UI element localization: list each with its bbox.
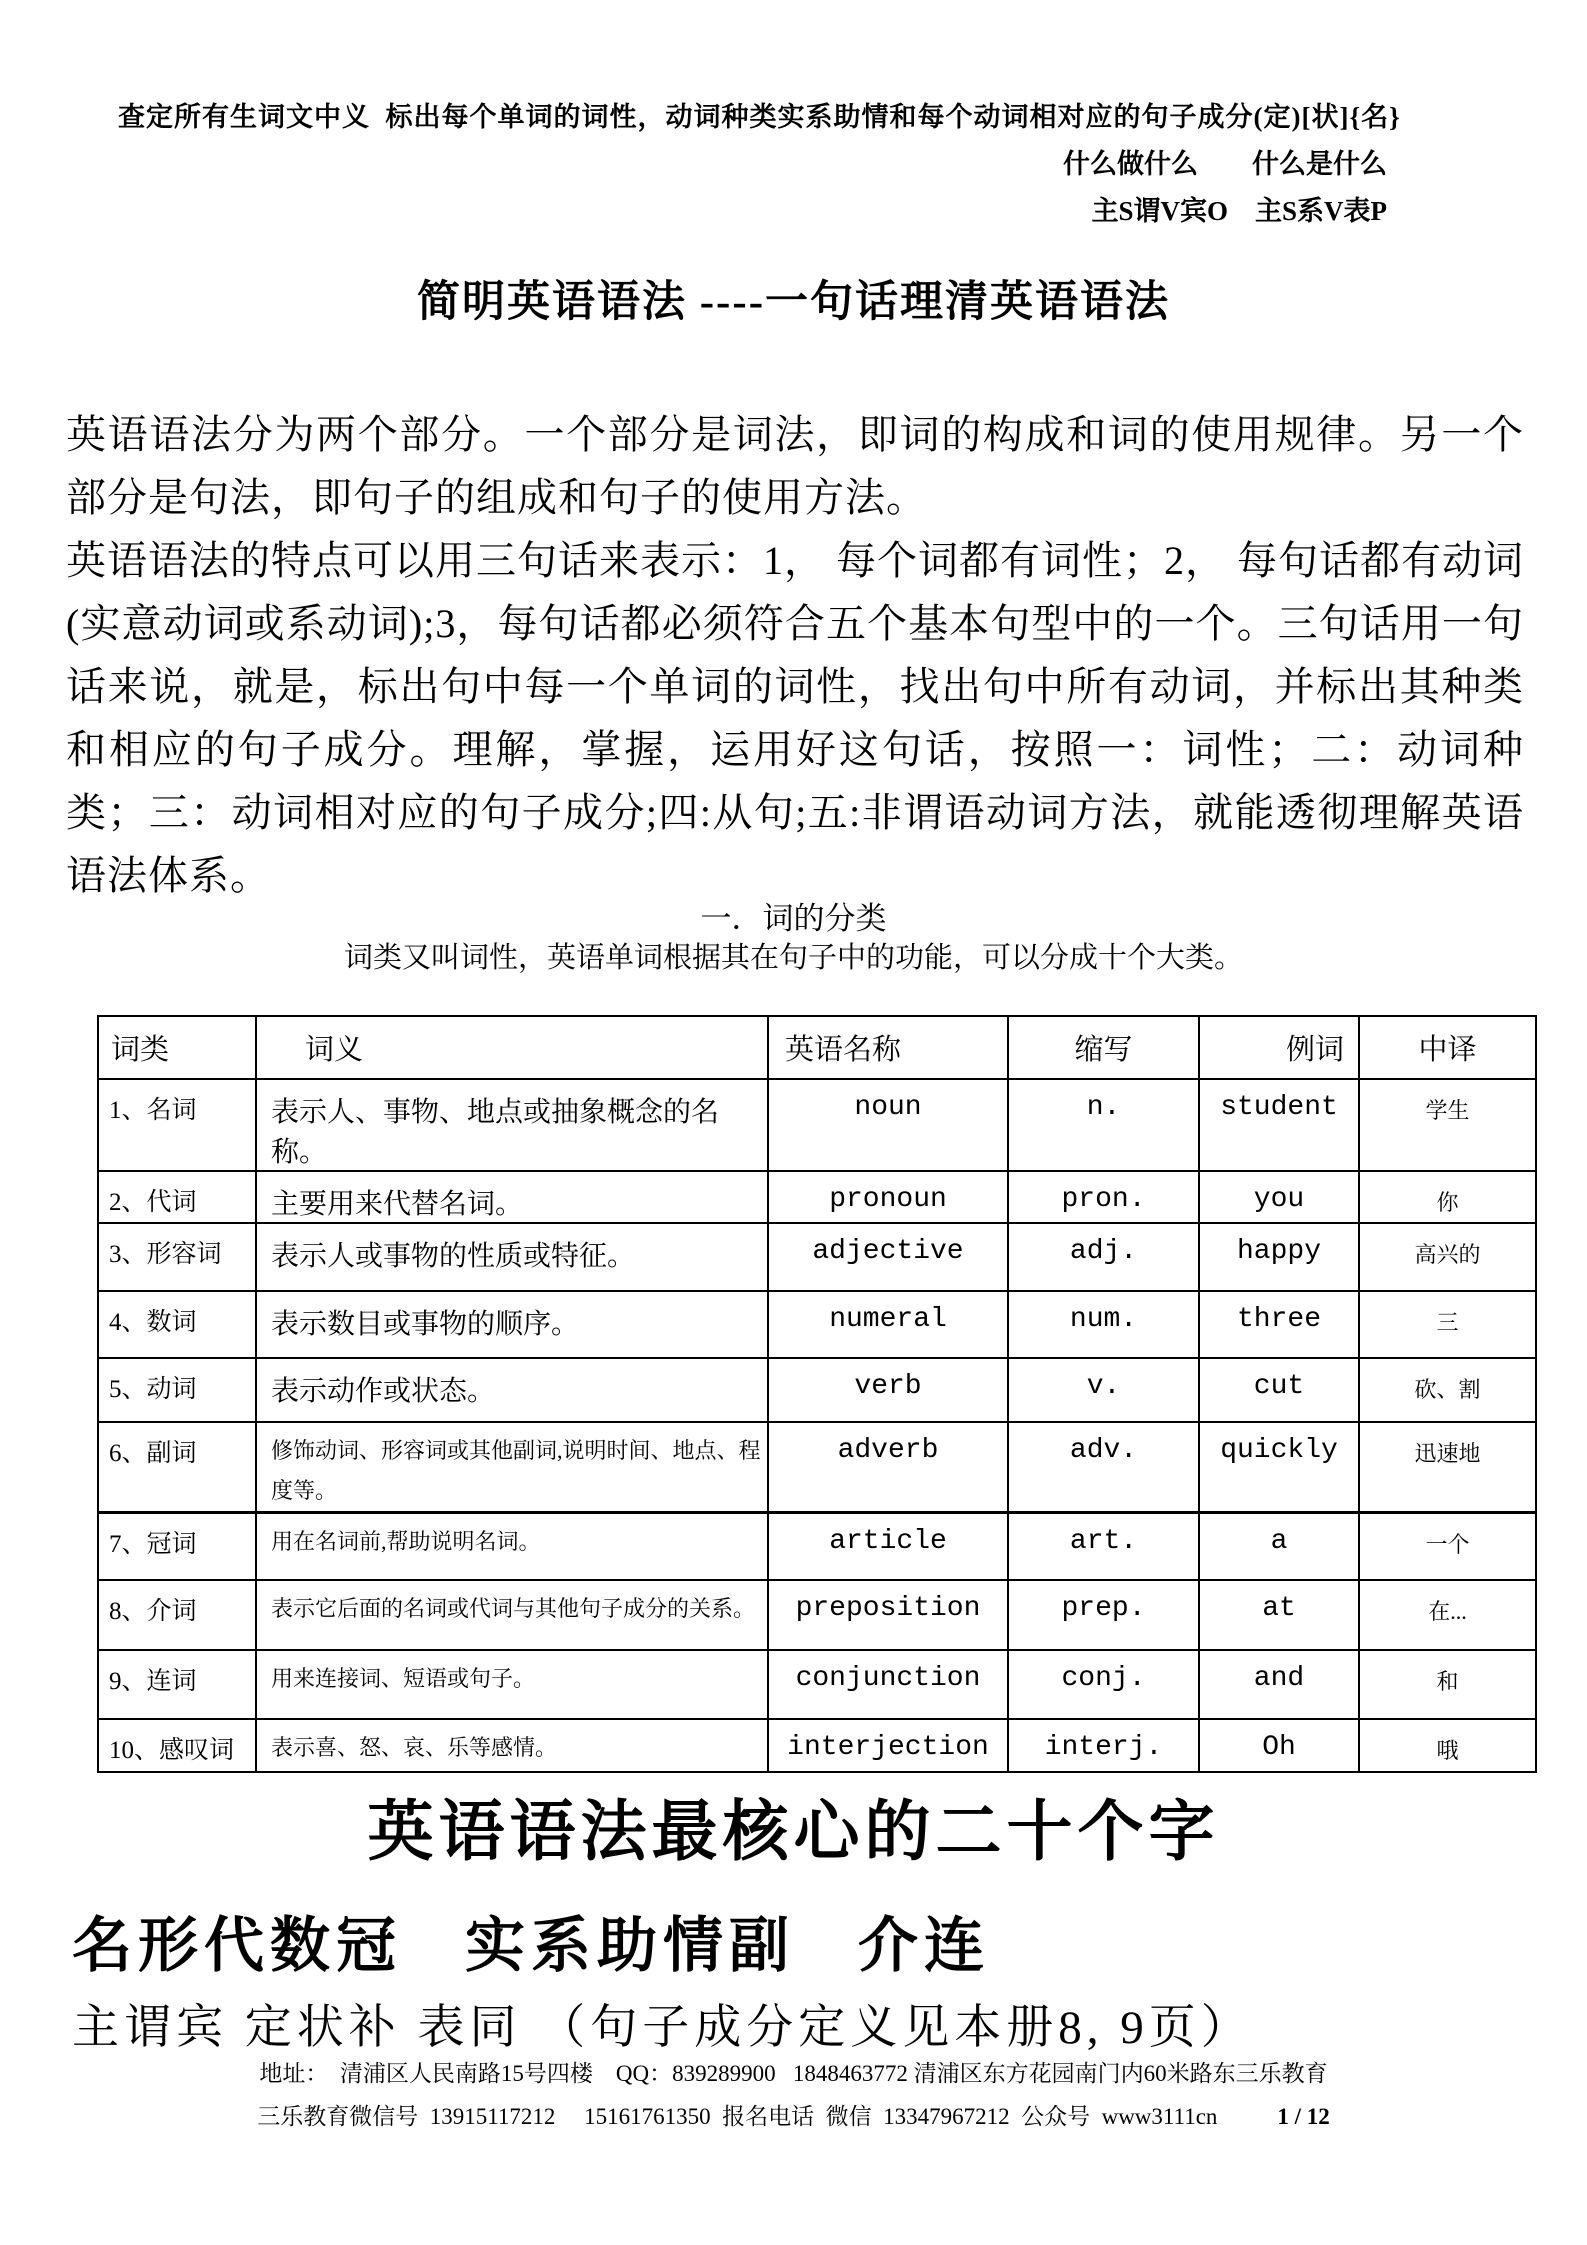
table-cell: noun xyxy=(768,1079,1008,1171)
table-cell: prep. xyxy=(1008,1580,1199,1650)
table-header-cell: 例词 xyxy=(1199,1016,1359,1079)
table-row xyxy=(98,1580,1536,1650)
table-cell: 5、动词 xyxy=(98,1358,256,1422)
footer-address-line: 地址： 清浦区人民南路15号四楼 QQ：839289900 1848463772 清浦区东方花园南门内60米路东三乐教育 xyxy=(259,2061,1328,2086)
table-cell: pron. xyxy=(1008,1171,1199,1223)
table-header-cell: 英语名称 xyxy=(768,1016,1008,1079)
table-cell: 修饰动词、形容词或其他副词,说明时间、地点、程度等。 xyxy=(256,1422,768,1513)
table-cell: 你 xyxy=(1359,1171,1536,1223)
intro-paragraph-2: 英语语法的特点可以用三句话来表示：1， 每个词都有词性；2， 每句话都有动词(实意动词或系动词);3，每句话都必须符合五个基本句型中的一个。三句话用一句话来说，就是，标出句中每一个单词的词性，找出句中所有动词，并标出其种类和相应的句子成分。理解，掌握，运用好这句话，按照一：词性；二：动词种类；三：动词相对应的句子成分;四:从句;五:非谓语动词方法，就能透彻理解英语语法体系。 xyxy=(66,538,1524,898)
page-footer xyxy=(0,2055,1587,2131)
table-cell: 表示人或事物的性质或特征。 xyxy=(256,1223,768,1291)
table-cell: 和 xyxy=(1359,1650,1536,1719)
table-cell: Oh xyxy=(1199,1719,1359,1772)
table-cell: numeral xyxy=(768,1291,1008,1358)
table-row xyxy=(98,1358,1536,1422)
core-sentence-parts-line: 主谓宾 定状补 表同 （句子成分定义见本册8, 9页） xyxy=(72,2002,1253,2054)
table-cell: 砍、割 xyxy=(1359,1358,1536,1422)
intro-paragraph-1: 英语语法分为两个部分。一个部分是词法，即词的构成和词的使用规律。另一个部分是句法，即句子的组成和句子的使用方法。 xyxy=(66,412,1524,520)
table-cell: 学生 xyxy=(1359,1079,1536,1171)
footer-contact-line xyxy=(0,2098,1587,2131)
table-row xyxy=(98,1291,1536,1358)
annotation-line-1: 查定所有生词文中义 标出每个单词的词性，动词种类实系助情和每个动词相对应的句子成分(定)[状]{名} xyxy=(118,102,1401,132)
intro-paragraphs xyxy=(66,403,1524,907)
table-cell: student xyxy=(1199,1079,1359,1171)
table-row xyxy=(98,1079,1536,1171)
table-cell: pronoun xyxy=(768,1171,1008,1223)
table-cell: conj. xyxy=(1008,1650,1199,1719)
table-cell: quickly xyxy=(1199,1422,1359,1513)
table-cell: 10、感叹词 xyxy=(98,1719,256,1772)
table-cell: adjective xyxy=(768,1223,1008,1291)
table-cell: 1、名词 xyxy=(98,1079,256,1171)
table-cell: 6、副词 xyxy=(98,1422,256,1513)
table-cell: 表示它后面的名词或代词与其他句子成分的关系。 xyxy=(256,1580,768,1650)
footer-contact-text: 三乐教育微信号 13915117212 15161761350 报名电话 微信 13347967212 公众号 www3111cn xyxy=(257,2104,1218,2129)
table-cell: 三 xyxy=(1359,1291,1536,1358)
table-cell: you xyxy=(1199,1171,1359,1223)
table-cell: interj. xyxy=(1008,1719,1199,1772)
table-header-cell: 缩写 xyxy=(1008,1016,1199,1079)
table-header-cell: 词类 xyxy=(98,1016,256,1079)
table-cell: article xyxy=(768,1513,1008,1580)
table-cell: three xyxy=(1199,1291,1359,1358)
table-cell: num. xyxy=(1008,1291,1199,1358)
table-cell: 迅速地 xyxy=(1359,1422,1536,1513)
table-body xyxy=(98,1079,1536,1772)
annotation-line-3: 主S谓V宾O 主S系V表P xyxy=(1091,196,1387,226)
table-cell: 表示人、事物、地点或抽象概念的名称。 xyxy=(256,1079,768,1171)
table-cell: a xyxy=(1199,1513,1359,1580)
table-cell: adv. xyxy=(1008,1422,1199,1513)
table-cell: preposition xyxy=(768,1580,1008,1650)
table-cell: verb xyxy=(768,1358,1008,1422)
table-cell: cut xyxy=(1199,1358,1359,1422)
annotation-line-2: 什么做什么 什么是什么 xyxy=(1063,149,1387,179)
table-cell: 用在名词前,帮助说明名词。 xyxy=(256,1513,768,1580)
table-row xyxy=(98,1223,1536,1291)
table-header-row xyxy=(98,1016,1536,1079)
table-cell: 4、数词 xyxy=(98,1291,256,1358)
core-word-classes-line: 名形代数冠 实系助情副 介连 xyxy=(72,1913,990,1979)
table-cell: at xyxy=(1199,1580,1359,1650)
table-cell: 一个 xyxy=(1359,1513,1536,1580)
table-cell: n. xyxy=(1008,1079,1199,1171)
section-subtitle: 词类又叫词性，英语单词根据其在句子中的功能，可以分成十个大类。 xyxy=(343,942,1243,974)
table-cell: art. xyxy=(1008,1513,1199,1580)
table-cell: conjunction xyxy=(768,1650,1008,1719)
table-cell: 表示动作或状态。 xyxy=(256,1358,768,1422)
table-row xyxy=(98,1650,1536,1719)
table-cell: v. xyxy=(1008,1358,1199,1422)
table-cell: 2、代词 xyxy=(98,1171,256,1223)
page-number: 1 / 12 xyxy=(1277,2104,1330,2129)
table-cell: 主要用来代替名词。 xyxy=(256,1171,768,1223)
table-cell: 3、形容词 xyxy=(98,1223,256,1291)
table-cell: 高兴的 xyxy=(1359,1223,1536,1291)
table-row xyxy=(98,1513,1536,1580)
table-header-cell: 中译 xyxy=(1359,1016,1536,1079)
table-cell: 9、连词 xyxy=(98,1650,256,1719)
table-cell: interjection xyxy=(768,1719,1008,1772)
table-cell: 8、介词 xyxy=(98,1580,256,1650)
table-cell: 表示喜、怒、哀、乐等感情。 xyxy=(256,1719,768,1772)
table-header-cell: 词义 xyxy=(256,1016,768,1079)
table-cell: 7、冠词 xyxy=(98,1513,256,1580)
document-title: 简明英语语法 ----一句话理清英语语法 xyxy=(416,279,1171,326)
table-cell: 在... xyxy=(1359,1580,1536,1650)
table-cell: adj. xyxy=(1008,1223,1199,1291)
section-heading: 一．词的分类 xyxy=(700,901,887,936)
table-row xyxy=(98,1171,1536,1223)
table-cell: 表示数目或事物的顺序。 xyxy=(256,1291,768,1358)
table-cell: adverb xyxy=(768,1422,1008,1513)
table-cell: 用来连接词、短语或句子。 xyxy=(256,1650,768,1719)
table-row xyxy=(98,1422,1536,1513)
top-annotation xyxy=(0,95,1587,228)
table-cell: and xyxy=(1199,1650,1359,1719)
table-cell: 哦 xyxy=(1359,1719,1536,1772)
table-cell: happy xyxy=(1199,1223,1359,1291)
core-twenty-title: 英语语法最核心的二十个字 xyxy=(367,1796,1220,1869)
table-row xyxy=(98,1719,1536,1772)
word-classes-table xyxy=(97,1015,1537,1773)
